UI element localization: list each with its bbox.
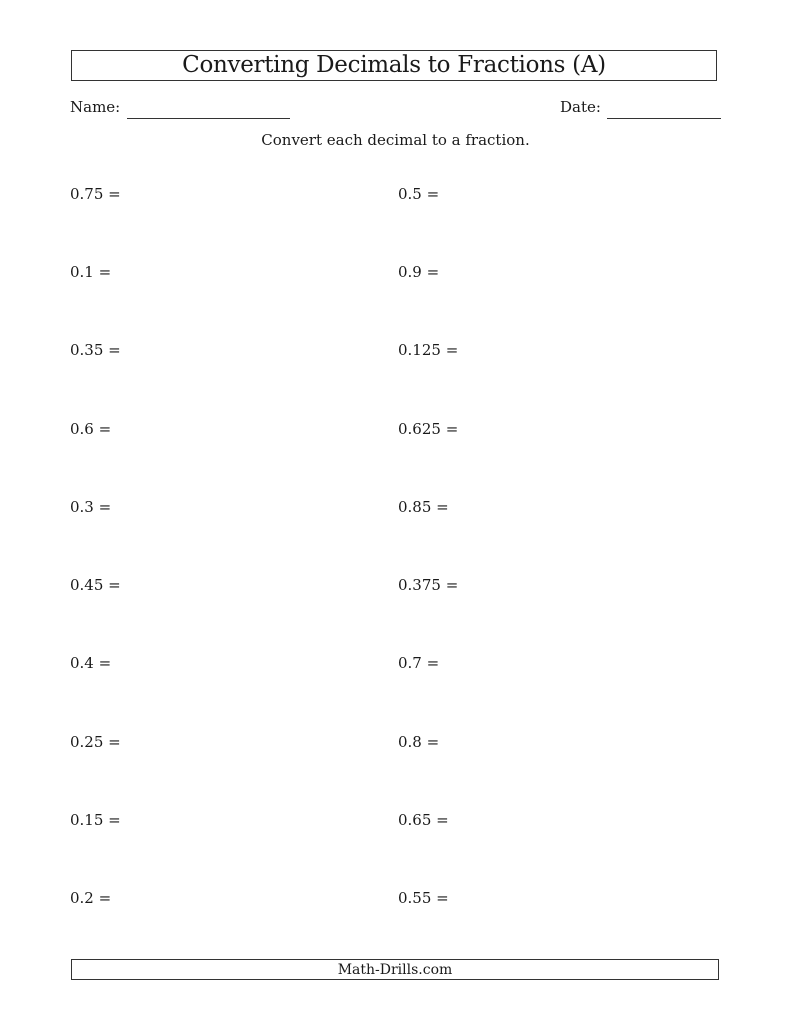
date-blank-line[interactable] [607,118,721,119]
problem-item: 0.7 = [398,654,440,672]
problem-item: 0.35 = [70,341,121,359]
problem-item: 0.65 = [398,811,449,829]
instructions: Convert each decimal to a fraction. [261,131,530,149]
problem-item: 0.25 = [70,733,121,751]
problem-item: 0.8 = [398,733,440,751]
name-blank-line[interactable] [127,118,290,119]
problem-item: 0.6 = [70,420,112,438]
problem-item: 0.4 = [70,654,112,672]
problem-item: 0.625 = [398,420,459,438]
footer-site-name: Math-Drills.com [337,961,453,978]
problem-item: 0.375 = [398,576,459,594]
date-label: Date: [560,98,601,116]
page-title: Converting Decimals to Fractions (A) [182,52,606,78]
problem-item: 0.2 = [70,889,112,907]
problem-item: 0.45 = [70,576,121,594]
problem-item: 0.85 = [398,498,449,516]
problem-item: 0.3 = [70,498,112,516]
footer-box [71,959,719,980]
problem-item: 0.55 = [398,889,449,907]
problem-item: 0.1 = [70,263,112,281]
problem-item: 0.5 = [398,185,440,203]
problem-item: 0.75 = [70,185,121,203]
problem-item: 0.15 = [70,811,121,829]
title-box [71,50,717,81]
problem-item: 0.125 = [398,341,459,359]
name-label: Name: [70,98,121,116]
problem-item: 0.9 = [398,263,440,281]
